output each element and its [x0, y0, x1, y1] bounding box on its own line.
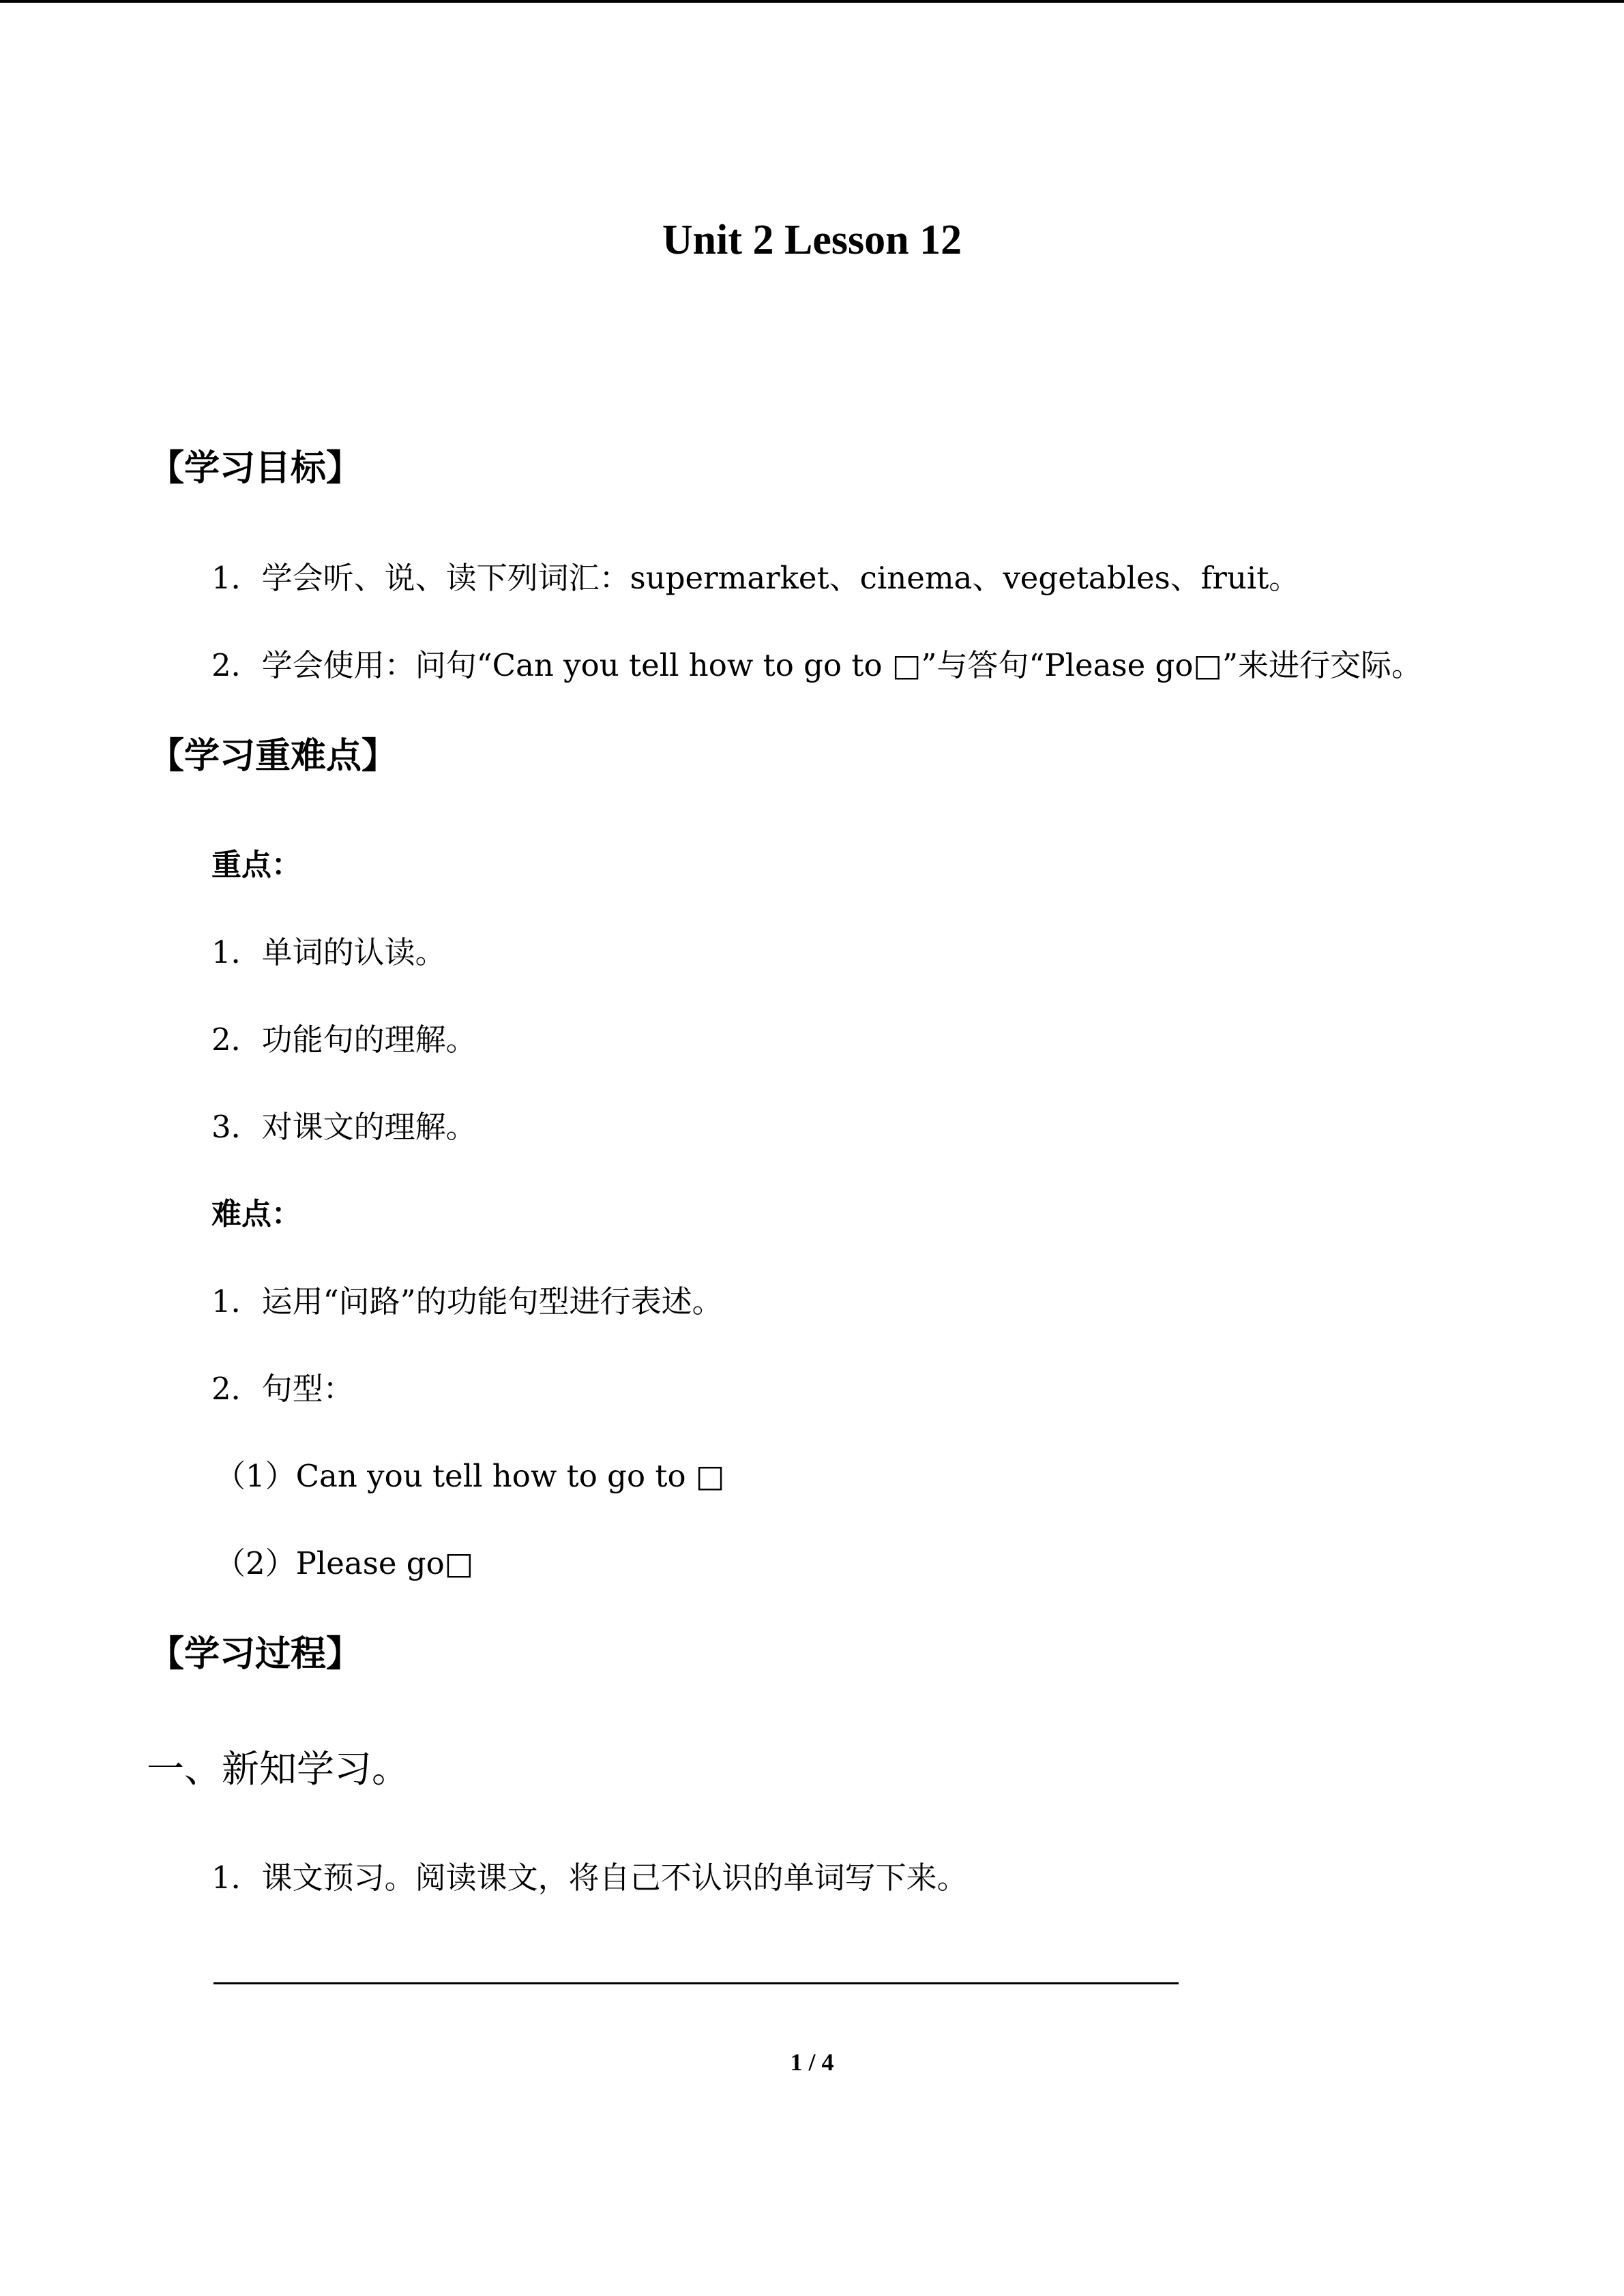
part-one-heading: 一、新知学习。: [147, 1747, 410, 1791]
section-heading-objectives: 【学习目标】: [149, 448, 362, 489]
focus-label: 重点：: [211, 848, 301, 882]
document-title: Unit 2 Lesson 12: [662, 217, 962, 263]
difficulty-label: 难点：: [211, 1197, 301, 1232]
focus-item-1: 1．单词的认读。: [211, 934, 446, 970]
difficulty-item-1: 1．运用“问路”的功能句型进行表述。: [211, 1283, 723, 1320]
section-heading-key-points: 【学习重难点】: [149, 736, 398, 777]
sentence-pattern-1: （1）Can you tell how to go to □: [215, 1458, 725, 1494]
difficulty-item-2: 2．句型：: [211, 1371, 354, 1407]
focus-item-3: 3．对课文的理解。: [211, 1109, 477, 1145]
process-item-1: 1．课文预习。阅读课文，将自己不认识的单词写下来。: [211, 1860, 968, 1896]
focus-item-2: 2．功能句的理解。: [211, 1022, 477, 1058]
section-heading-process: 【学习过程】: [149, 1634, 362, 1675]
page-number: 1 / 4: [790, 2048, 834, 2076]
sentence-pattern-2: （2）Please go□: [215, 1545, 474, 1581]
objective-item-2: 2．学会使用：问句“Can you tell how to go to □”与答句“Please go□”来进行交际。: [211, 647, 1422, 683]
answer-blank-line: [213, 1982, 1179, 1984]
objective-item-1: 1．学会听、说、读下列词汇：supermarket、cinema、vegetables、fruit。: [211, 560, 1300, 596]
page-top-border: [0, 0, 1624, 3]
